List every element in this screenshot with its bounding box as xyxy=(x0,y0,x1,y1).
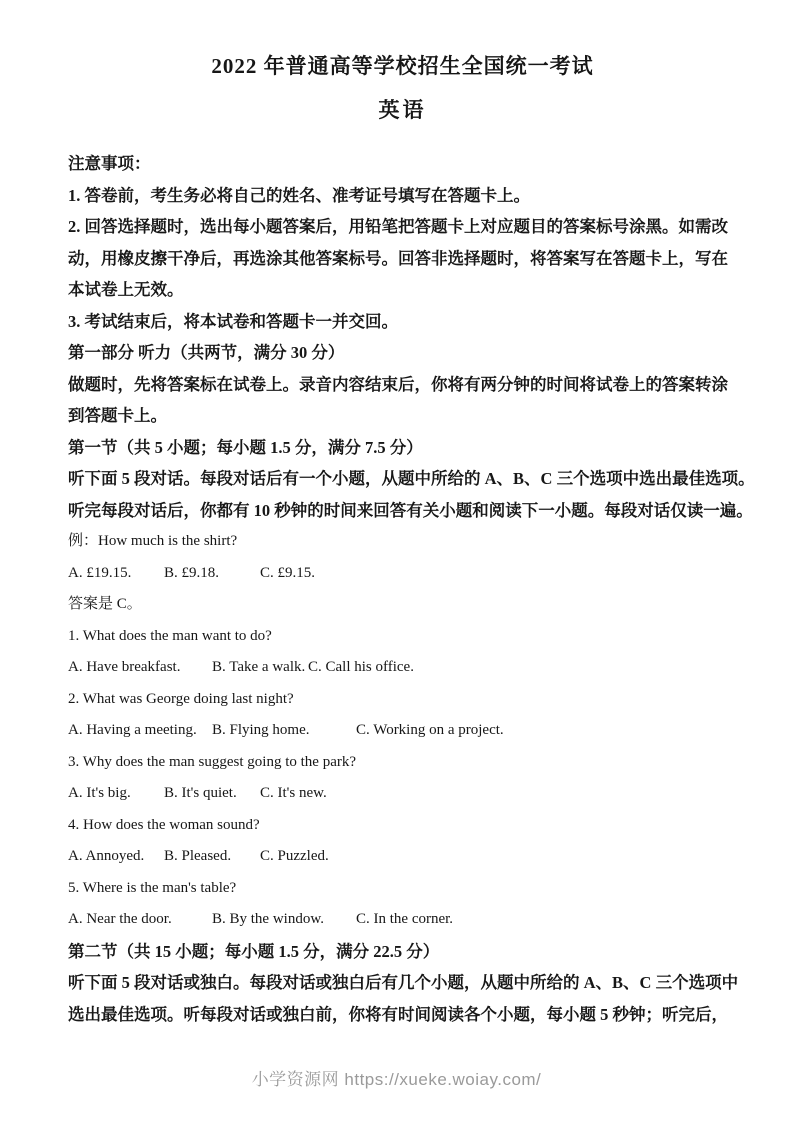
page-title: 2022 年普通高等学校招生全国统一考试 xyxy=(211,54,594,78)
question-5-text: 5. Where is the man's table? xyxy=(68,879,237,896)
notice-item-2-line-1: 2. 回答选择题时，选出每小题答案后，用铅笔把答题卡上对应题目的答案标号涂黑。如需改 xyxy=(68,217,728,236)
part1-intro-line-2: 到答题卡上。 xyxy=(68,406,167,425)
notice-item-1: 1. 答卷前，考生务必将自己的姓名、准考证号填写在答题卡上。 xyxy=(68,185,530,205)
part1-intro-line-1: 做题时，先将答案标在试卷上。录音内容结束后，你将有两分钟的时间将试卷上的答案转涂 xyxy=(68,374,728,394)
part1-heading: 第一部分 听力（共两节，满分 30 分） xyxy=(68,343,345,362)
footer-watermark: 小学资源网 https://xueke.woiay.com/ xyxy=(251,1070,542,1089)
section1-direction-line-2: 听完每段对话后，你都有 10 秒钟的时间来回答有关小题和阅读下一小题。每段对话仅读一遍。 xyxy=(68,500,753,520)
section2-direction-line-1: 听下面 5 段对话或独白。每段对话或独白后有几个小题，从题中所给的 A、B、C 三个选项中 xyxy=(68,973,739,992)
section2-heading: 第二节（共 15 小题；每小题 1.5 分，满分 22.5 分） xyxy=(68,941,440,961)
question-2-options-line: A. Having a meeting. B. Flying home. C. Working on a project. xyxy=(68,722,504,738)
question-3-text: 3. Why does the man suggest going to the park? xyxy=(68,753,357,770)
question-5-options-line: A. Near the door. B. By the window. C. In the corner. xyxy=(68,911,454,927)
notice-item-2-line-3: 本试卷上无效。 xyxy=(68,280,184,299)
notice-item-2-line-2: 动，用橡皮擦干净后，再选涂其他答案标号。回答非选择题时，将答案写在答题卡上，写在 xyxy=(68,248,728,268)
page-subtitle: 英语 xyxy=(378,98,427,122)
question-4-text: 4. How does the woman sound? xyxy=(68,816,260,833)
example-options-line: A. £19.15. B. £9.18. C. £9.15. xyxy=(68,564,316,581)
question-2-text: 2. What was George doing last night? xyxy=(68,690,294,707)
question-3-options-line: A. It's big. B. It's quiet. C. It's new. xyxy=(68,785,327,801)
section1-heading: 第一节（共 5 小题；每小题 1.5 分，满分 7.5 分） xyxy=(68,437,423,457)
notice-item-3: 3. 考试结束后，将本试卷和答题卡一并交回。 xyxy=(68,311,398,331)
example-answer: 答案是 C。 xyxy=(68,596,142,612)
question-1-text: 1. What does the man want to do? xyxy=(68,627,272,644)
notice-heading: 注意事项： xyxy=(68,154,151,173)
section1-direction-line-1: 听下面 5 段对话。每段对话后有一个小题，从题中所给的 A、B、C 三个选项中选出最佳选项。 xyxy=(68,469,755,488)
question-4-options-line: A. Annoyed. B. Pleased. C. Puzzled. xyxy=(68,848,329,864)
question-1-options-line: A. Have breakfast. B. Take a walk. C. Call his office. xyxy=(68,659,414,675)
section2-direction-line-2: 选出最佳选项。听每段对话或独白前，你将有时间阅读各个小题，每小题 5 秒钟；听完后， xyxy=(68,1004,728,1024)
example-question: 例：How much is the shirt? xyxy=(68,533,238,549)
